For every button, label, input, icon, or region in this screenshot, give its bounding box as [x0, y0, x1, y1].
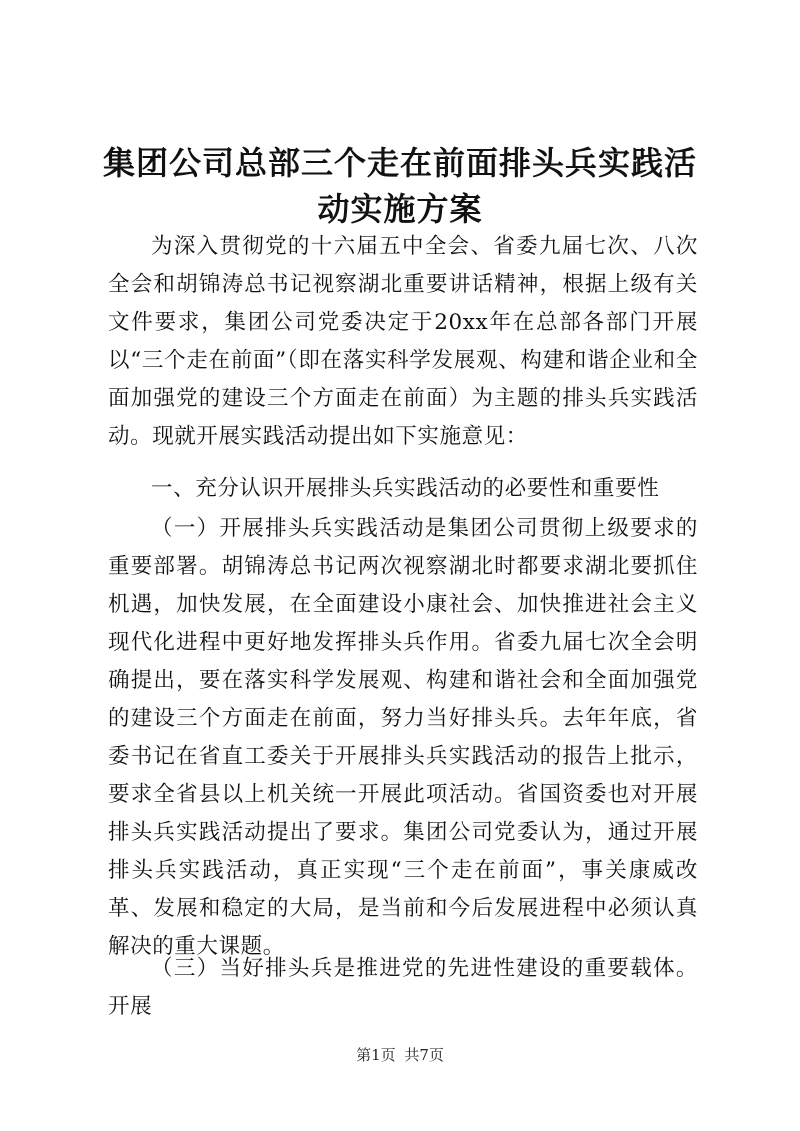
section-heading-1: 一、充分认识开展排头兵实践活动的必要性和重要性 — [151, 476, 660, 501]
page-number: 第1页 — [356, 1046, 396, 1064]
paragraph-intro: 为深入贯彻党的十六届五中全会、省委九届七次、八次全会和胡锦涛总书记视察湖北重要讲话精神，根据上级有关文件要求，集团公司党委决定于20xx年在总部各部门开展以“三个走在前面”（即在落实科学发展观、构建和谐企业和全面加强党的建设三个方面走在前面）为主题的排头兵实践活动。现就开展实践活动提出如下实施意见： — [108, 234, 698, 449]
page-footer — [0, 1045, 800, 1065]
paragraph-subsection-1: （一）开展排头兵实践活动是集团公司贯彻上级要求的重要部署。胡锦涛总书记两次视察湖北时都要求湖北要抓住机遇，加快发展，在全面建设小康社会、加快推进社会主义现代化进程中更好地发挥排头兵作用。省委九届七次全会明确提出，要在落实科学发展观、构建和谐社会和全面加强党的建设三个方面走在前面，努力当好排头兵。去年年底，省委书记在省直工委关于开展排头兵实践活动的报告上批示，要求全省县以上机关统一开展此项活动。省国资委也对开展排头兵实践活动提出了要求。集团公司党委认为，通过开展排头兵实践活动，真正实现“三个走在前面”，事关康威改革、发展和稳定的大局，是当前和今后发展进程中必须认真解决的重大课题。 — [108, 516, 698, 959]
document-title: 集团公司总部三个走在前面排头兵实践活动实施方案 — [102, 144, 697, 228]
page-total: 共7页 — [404, 1046, 444, 1064]
paragraph-subsection-3: （三）当好排头兵是推进党的先进性建设的重要载体。开展 — [108, 956, 698, 1019]
